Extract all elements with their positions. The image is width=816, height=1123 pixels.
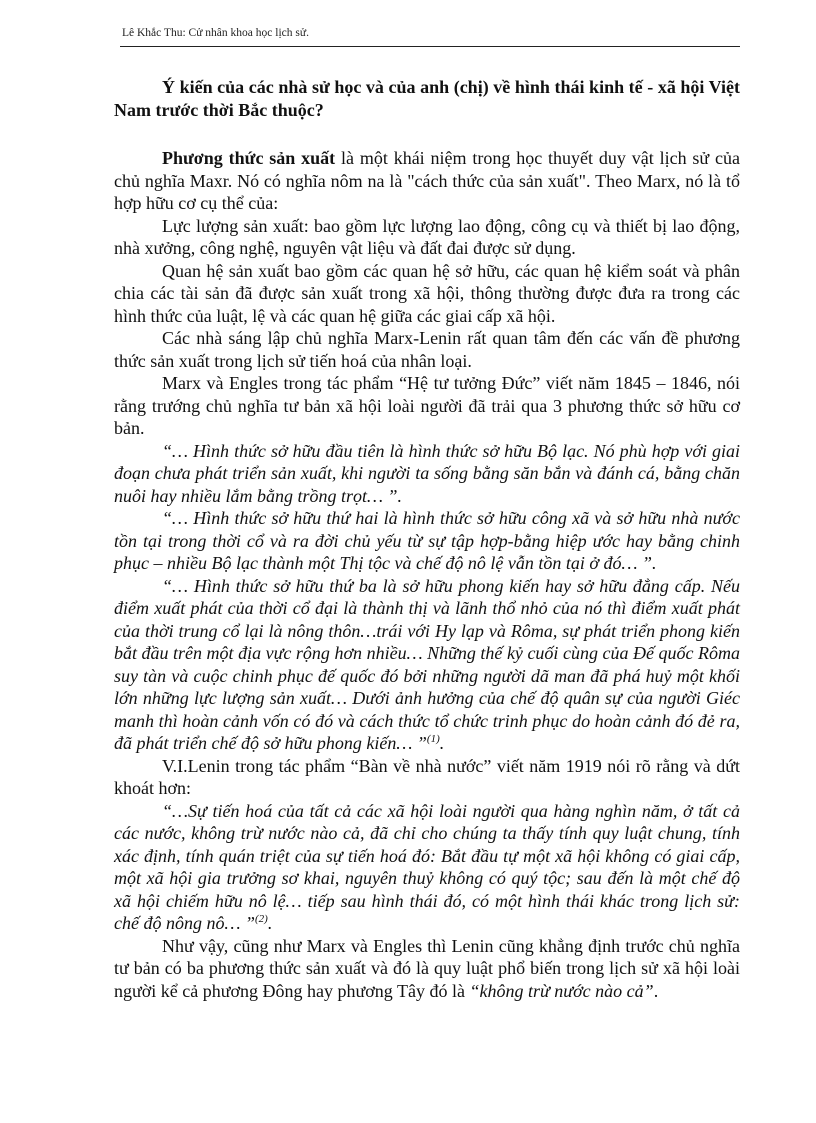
quote-lenin: [114, 800, 740, 935]
quote-feudal-end: .: [439, 733, 445, 753]
quote-lenin-text: “…Sự tiến hoá của tất cả các xã hội loài người qua hàng nghìn năm, ở tất cả các nước, không trừ nước nào cả, đã chỉ cho chúng ta thấy tính quy luật chung, tính xác định, tính quán triệt của sự tiến hoá đó: Bắt đầu tự một xã hội không có giai cấp, một xã hội gia trưởng sơ khai, nguyên thuỷ không có quý tộc; sau đến là một chế độ xã hội chiếm hữu nô lệ… tiếp sau hình thái đó, có một hình thái khác trong lịch sử: chế độ nông nô… ”: [114, 800, 740, 933]
paragraph-founders: Các nhà sáng lập chủ nghĩa Marx-Lenin rất quan tâm đến các vấn đề phương thức sản xuất trong lịch sử tiến hoá của nhân loại.: [114, 328, 740, 371]
page-header: Lê Khắc Thu: Cử nhân khoa học lịch sử.: [122, 27, 309, 39]
paragraph-marx-engels: Marx và Engles trong tác phẩm “Hệ tư tưởng Đức” viết năm 1845 – 1846, nói rằng trướng chủ nghĩa tư bản xã hội loài người đã trải qua 3 phương thức sở hữu cơ bản.: [114, 373, 740, 438]
paragraph-conclusion-text: Như vậy, cũng như Marx và Engles thì Lenin cũng khẳng định trước chủ nghĩa tư bản có ba phương thức sản xuất và đó là quy luật phổ biến trong lịch sử xã hội loài người kể cả phương Đông hay phương Tây đó là: [114, 935, 740, 1001]
conclusion-quote: “không trừ nước nào cả”: [469, 980, 654, 1001]
quote-feudal-ownership: [114, 575, 740, 755]
footnote-ref-1: (1): [426, 733, 440, 745]
quote-tribal-ownership: “… Hình thức sở hữu đầu tiên là hình thức sở hữu Bộ lạc. Nó phù hợp với giai đoạn chưa phát triển sản xuất, khi người ta sống bằng săn bắn và đánh cá, bằng chăn nuôi hay nhiều lắm bằng trồng trọt… ”.: [114, 440, 740, 506]
term-production-mode: Phương thức sản xuất: [162, 148, 336, 168]
paragraph-conclusion: [114, 935, 740, 1003]
document-title: Ý kiến của các nhà sử học và của anh (chị) về hình thái kinh tế - xã hội Việt Nam trước thời Bắc thuộc?: [114, 77, 740, 120]
header-divider: [120, 46, 740, 47]
quote-communal-ownership: “… Hình thức sở hữu thứ hai là hình thức sở hữu công xã và sở hữu nhà nước tồn tại trong thời cổ và ra đời chủ yếu từ sự tập hợp-bằng hiệp ước hay bằng chinh phục – nhiều Bộ lạc thành một Thị tộc và chế độ nô lệ vẫn tồn tại ở đó… ”.: [114, 508, 740, 573]
quote-lenin-end: .: [267, 913, 273, 933]
paragraph-relations-of-production: Quan hệ sản xuất bao gồm các quan hệ sở hữu, các quan hệ kiểm soát và phân chia các tài sản đã được sản xuất trong xã hội, thông thường được đưa ra trong các hình thức của luật, lệ và các quan hệ giữa các giai cấp xã hội.: [114, 260, 740, 326]
document-body: [114, 76, 740, 1002]
quote-feudal-text: “… Hình thức sở hữu thứ ba là sở hữu phong kiến hay sở hữu đẳng cấp. Nếu điểm xuất phát của thời cổ đại là thành thị và lãnh thổ nhỏ của nó thì điểm xuất phát của thời trung cổ lại là nông thôn…trái với Hy lạp và Rôma, sự phát triển phong kiến bắt đầu trên một địa vực rộng hơn nhiều… Những thế kỷ cuối cùng của Đế quốc Rôma suy tàn và cuộc chinh phục đế quốc đó bởi những người dã man đã phá huỷ một khối lớn những lực lượng sản xuất… Dưới ảnh hưởng của chế độ quân sự của người Giéc manh thì hoàn cảnh vốn có đó và cách thức tổ chức trinh phục do hoàn cảnh đó đẻ ra, đã phát triển chế độ sở hữu phong kiến… ”: [114, 575, 740, 753]
footnote-ref-2: (2): [255, 913, 268, 925]
paragraph-lenin: V.I.Lenin trong tác phẩm “Bàn về nhà nước” viết năm 1919 nói rõ rằng và dứt khoát hơn:: [114, 755, 740, 798]
paragraph-conclusion-end: .: [653, 980, 659, 1001]
paragraph-productive-forces: Lực lượng sản xuất: bao gồm lực lượng lao động, công cụ và thiết bị lao động, nhà xưởng, công nghệ, nguyên vật liệu và đất đai được sử dụng.: [114, 215, 740, 258]
paragraph-production-mode-text: là một khái niệm trong học thuyết duy vật lịch sử của chủ nghĩa Maxr. Nó có nghĩa nôm na là "cách thức của sản xuất". Theo Marx, nó là tổ hợp hữu cơ cụ thể của:: [114, 148, 741, 213]
paragraph-production-mode: [114, 147, 740, 215]
